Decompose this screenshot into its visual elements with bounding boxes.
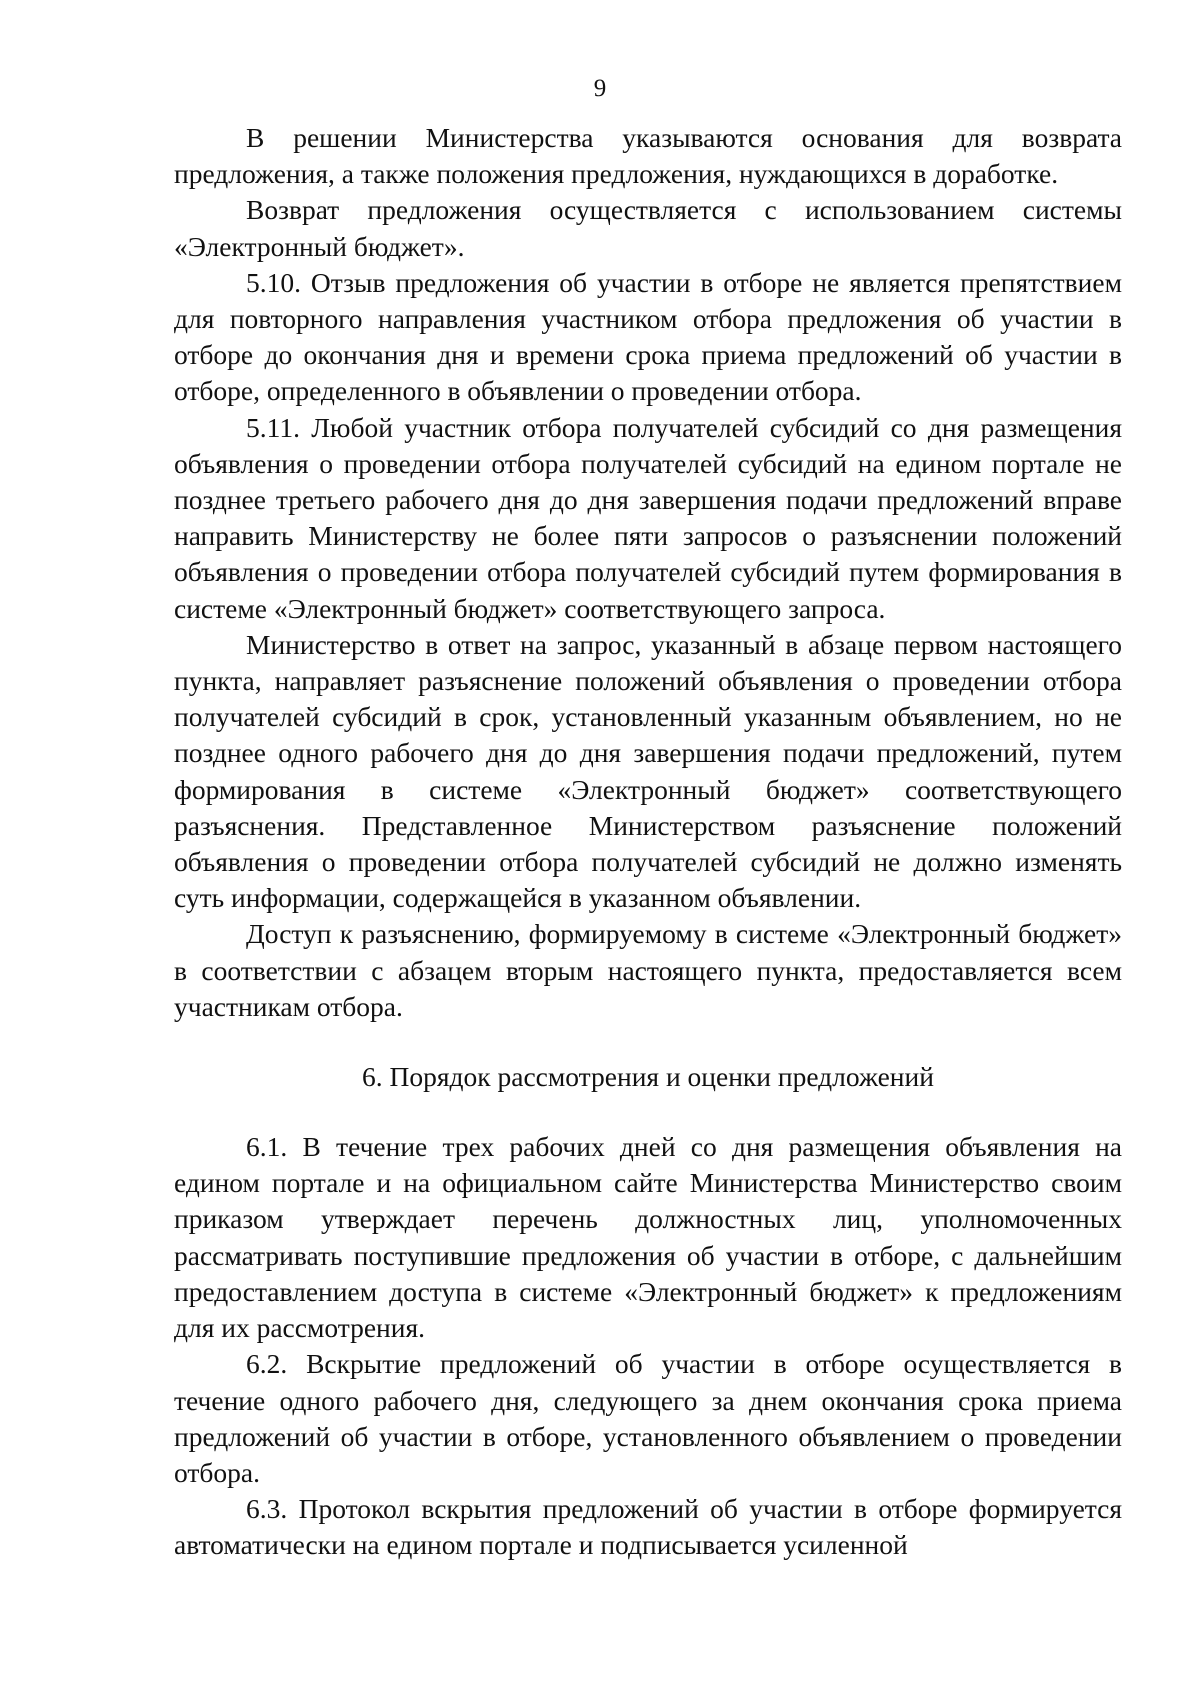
paragraph-5-11: 5.11. Любой участник отбора получателей субсидий со дня размещения объявления о проведении отбора получателей субсидий на едином портале не позднее третьего рабочего дня до дня завершения подачи предложений вправе направить Министерству не более пяти запросов о разъяснении положений объявления о проведении отбора получателей субсидий путем формирования в системе «Электронный бюджет» соответствующего запроса. <box>174 411 1122 624</box>
paragraph-6-1: 6.1. В течение трех рабочих дней со дня размещения объявления на едином портале и на официальном сайте Министерства Министерство своим приказом утверждает перечень должностных лиц, уполномоченных рассматривать поступившие предложения об участии в отборе, с дальнейшим предоставлением доступа в системе «Электронный бюджет» к предложениям для их рассмотрения. <box>174 1131 1122 1344</box>
paragraph-5-10: 5.10. Отзыв предложения об участии в отборе не является препятствием для повторного направления участником отбора предложения об участии в отборе до окончания дня и времени срока приема предложений об участии в отборе, определенного в объявлении о проведении отбора. <box>174 266 1122 407</box>
paragraph-6-3: 6.3. Протокол вскрытия предложений об участии в отборе формируется автоматически на едином портале и подписывается усиленной <box>174 1493 1122 1561</box>
paragraph-ministry-response: Министерство в ответ на запрос, указанный в абзаце первом настоящего пункта, направляет разъяснение положений объявления о проведении отбора получателей субсидий в срок, установленный указанным объявлением, но не позднее одного рабочего дня до дня завершения подачи предложений, путем формирования в системе «Электронный бюджет» соответствующего разъяснения. Представленное Министерством разъяснение положений объявления о проведении отбора получателей субсидий не должно изменять суть информации, содержащейся в указанном объявлении. <box>174 628 1122 914</box>
paragraph-access-clarification: Доступ к разъяснению, формируемому в системе «Электронный бюджет» в соответствии с абзацем вторым настоящего пункта, предоставляется всем участникам отбора. <box>174 918 1122 1022</box>
page-content <box>174 120 1122 1564</box>
section-heading: 6. Порядок рассмотрения и оценки предложений <box>362 1061 934 1093</box>
paragraph-return-system: Возврат предложения осуществляется с использованием системы «Электронный бюджет». <box>174 194 1122 262</box>
page-number: 9 <box>593 75 607 102</box>
paragraph-return-decision: В решении Министерства указываются основания для возврата предложения, а также положения предложения, нуждающихся в доработке. <box>174 122 1122 190</box>
paragraph-6-2: 6.2. Вскрытие предложений об участии в отборе осуществляется в течение одного рабочего дня, следующего за днем окончания срока приема предложений об участии в отборе, установленного объявлением о проведении отбора. <box>174 1348 1122 1488</box>
